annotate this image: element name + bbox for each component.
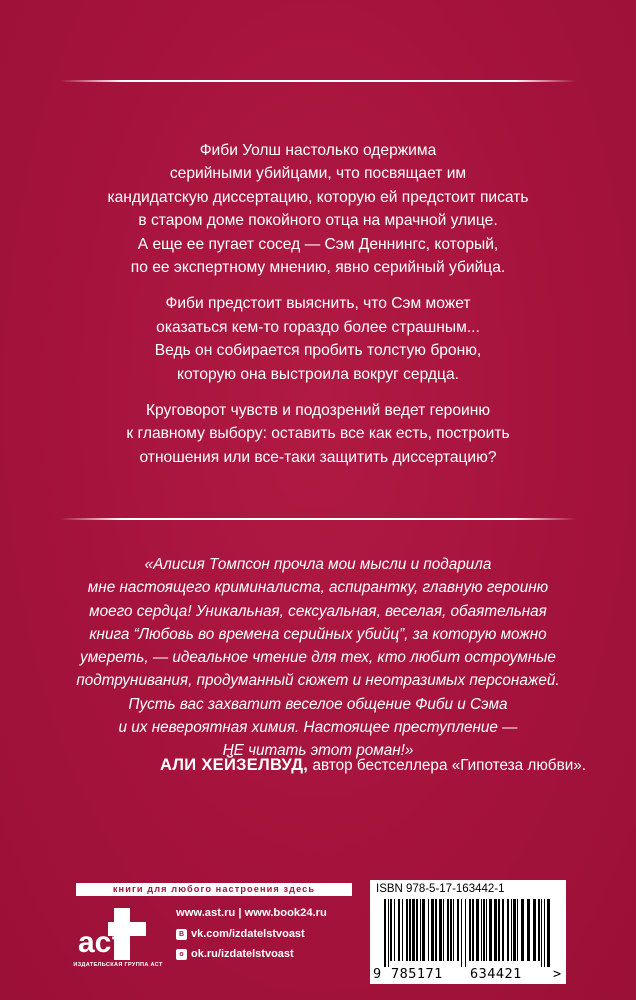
barcode-bar	[511, 899, 512, 961]
vk-link[interactable]	[176, 928, 376, 940]
barcode-bar	[541, 899, 542, 967]
barcode-bar	[394, 899, 395, 961]
logo-text: аст	[78, 926, 127, 959]
barcode-bar	[465, 899, 466, 967]
barcode-arrow: >	[553, 966, 562, 982]
barcode-right-digits: 634421	[470, 966, 522, 982]
barcode-bar	[476, 899, 479, 961]
barcode-bar	[390, 899, 392, 961]
barcode-bar	[533, 899, 536, 961]
quote-attribution	[50, 756, 586, 775]
ok-link-text: ok.ru/izdatelstvoast	[191, 948, 294, 960]
barcode-bar	[439, 899, 442, 961]
text-line: Ведь он собирается пробить толстую броню,	[154, 342, 482, 360]
barcode-bar	[416, 899, 418, 961]
quote-line: НЕ читать этот роман!»	[222, 742, 414, 760]
barcode-bar	[409, 899, 411, 961]
quote-line: Пусть вас захватит веселое общение Фиби и Сэма	[128, 695, 508, 713]
barcode-bar	[513, 899, 516, 961]
barcode-bar	[402, 899, 403, 961]
barcode-first-digit: 9	[373, 966, 382, 982]
text-line: кандидатскую диссертацию, которую ей предстоит писать	[107, 188, 529, 206]
barcode-bar	[544, 899, 545, 967]
description-paragraph-3	[70, 399, 566, 469]
barcode-bar	[498, 899, 500, 961]
quote-line: и их невероятная химия. Настоящее преступление —	[118, 719, 518, 737]
text-line: серийными убийцами, что посвящает им	[169, 165, 467, 183]
publisher-links	[176, 907, 376, 960]
description-paragraph-2	[70, 292, 566, 386]
barcode-bar	[443, 899, 444, 961]
barcode-bar	[489, 899, 492, 961]
description-paragraph-1	[70, 139, 566, 279]
barcode-bar	[420, 899, 421, 961]
text-line: Фиби Уолш настолько одержима	[199, 142, 437, 159]
barcode-bar	[422, 899, 425, 961]
barcode-bar	[384, 899, 386, 967]
barcode-bar	[483, 899, 485, 961]
barcode-bar	[469, 899, 471, 961]
barcode-bar	[481, 899, 482, 961]
barcode-bar	[521, 899, 524, 961]
barcode-bar	[435, 899, 437, 961]
barcode-bar	[494, 899, 497, 961]
barcode-bar	[388, 899, 389, 967]
barcode-bar	[507, 899, 509, 961]
quote-line: моего сердца! Уникальная, сексуальная, веселая, обаятельная	[89, 602, 547, 620]
text-line: А еще ее пугает сосед — Сэм Деннингс, который,	[137, 235, 499, 253]
quote-line: подтрунивания, продуманный сюжет и неотразимых персонажей.	[76, 672, 560, 690]
isbn-number: ISBN 978-5-17-163442-1	[376, 883, 505, 895]
author-note: автор бестселлера «Гипотеза любви».	[308, 757, 586, 774]
barcode-bar	[428, 899, 429, 961]
ok-icon: o	[176, 949, 187, 960]
barcode-bar	[447, 899, 449, 961]
text-line: которую она выстроила вокруг сердца.	[177, 365, 459, 383]
quote-line: умереть, — идеальное чтение для тех, кто любит остроумные	[80, 649, 556, 667]
barcode-bar	[431, 899, 434, 961]
top-divider	[60, 80, 576, 82]
barcode-bar	[527, 899, 530, 961]
vk-link-text: vk.com/izdatelstvoast	[191, 928, 305, 940]
ok-link[interactable]	[176, 948, 376, 960]
logo-caption: ИЗДАТЕЛЬСКАЯ ГРУППА АСТ	[73, 962, 163, 968]
quote-line: мне настоящего криминалиста, аспирантку, главную героиню	[87, 579, 549, 597]
barcode-panel	[370, 880, 566, 984]
barcode-bar	[453, 899, 454, 961]
quote-line: «Алисия Томпсон прочла мои мысли и подарила	[144, 556, 492, 573]
barcode-bar	[472, 899, 474, 961]
barcode-bar	[406, 899, 408, 961]
text-line: отношения или все-таки защитить диссертацию?	[139, 448, 497, 466]
ast-logo-icon	[74, 904, 166, 962]
text-line: в старом доме покойного отца на мрачной улице.	[138, 212, 498, 230]
text-line: Фиби предстоит выяснить, что Сэм может	[165, 295, 471, 313]
barcode-left-digits: 785171	[391, 966, 443, 982]
website-links[interactable]: www.ast.ru | www.book24.ru	[176, 907, 327, 919]
text-line: по ее экспертному мнению, явно серийный убийца.	[130, 259, 506, 277]
barcode-bar	[412, 899, 415, 961]
barcode-bar	[461, 899, 462, 967]
text-line: Круговорот чувств и подозрений ведет героиню	[145, 402, 491, 420]
barcode-bar	[517, 899, 518, 961]
barcode-bar	[538, 899, 540, 961]
middle-divider	[60, 518, 576, 520]
barcode-bar	[486, 899, 487, 961]
barcode-bar	[457, 899, 459, 961]
barcode-bar	[398, 899, 400, 961]
book-description	[70, 139, 566, 482]
publisher-tagline: книги для любого настроения здесь	[76, 883, 352, 896]
vk-icon: B	[176, 929, 187, 940]
barcode-bar	[502, 899, 504, 961]
quote-author: АЛИ ХЕЙЗЕЛВУД,	[160, 756, 309, 774]
review-quote	[50, 553, 586, 763]
barcode-bar	[450, 899, 452, 961]
text-line: к главному выбору: оставить все как есть, построить	[126, 425, 510, 443]
text-line: оказаться кем-то гораздо более страшным...	[156, 318, 480, 336]
quote-line: книга “Любовь во времена серийных убийц”, за которую можно	[89, 625, 547, 643]
barcode-icon	[384, 899, 554, 967]
barcode-bar	[547, 899, 550, 967]
